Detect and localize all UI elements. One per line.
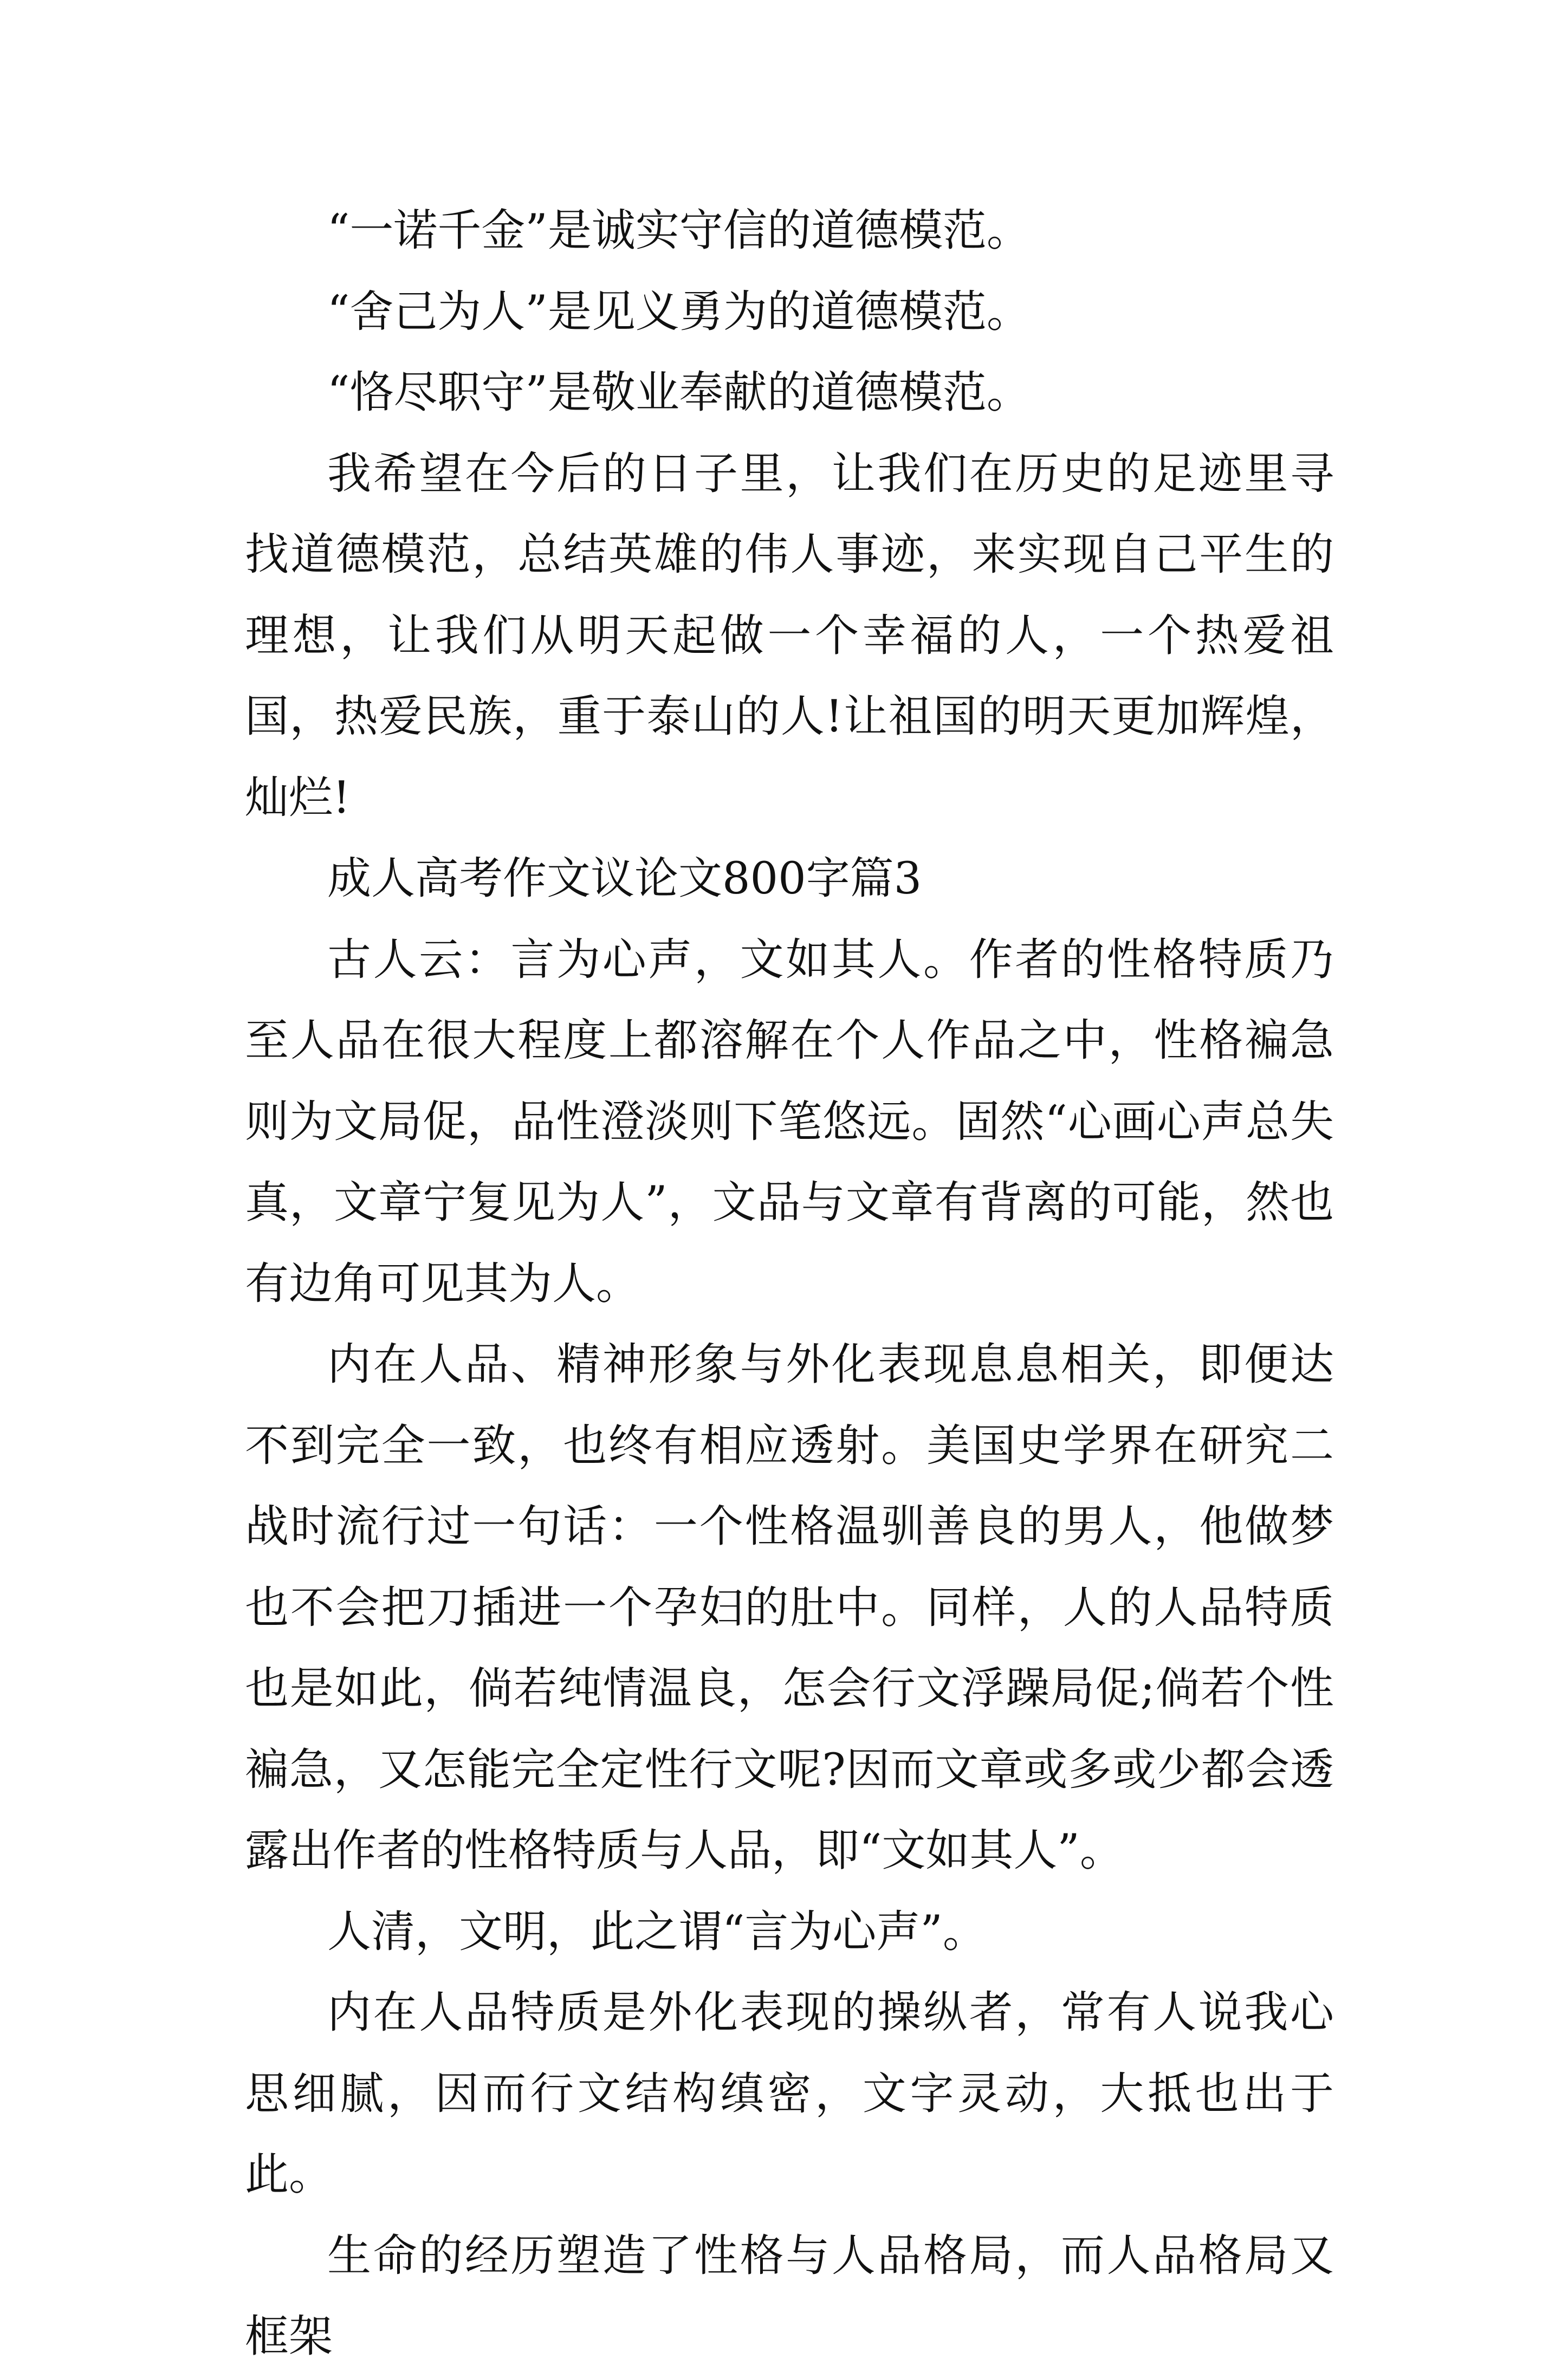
paragraph-7: 内在人品、精神形象与外化表现息息相关，即便达不到完全一致，也终有相应透射。美国史学界在研究二战时流行过一句话：一个性格温驯善良的男人，他做梦也不会把刀插进一个孕妇的肚中。同样，人的人品特质也是如此，倘若纯情温良，怎会行文浮躁局促;倘若个性褊急，又怎能完全定性行文呢?因而文章或多或少都会透露出作者的性格特质与人品，即“文如其人”。 [245,1339,1334,1876]
paragraph-10: 生命的经历塑造了性格与人品格局，而人品格局又框架 [245,2230,1334,2362]
paragraph-4: 我希望在今后的日子里，让我们在历史的足迹里寻找道德模范，总结英雄的伟人事迹，来实现自己平生的理想，让我们从明天起做一个幸福的人，一个热爱祖国，热爱民族，重于泰山的人!让祖国的明天更加辉煌，灿烂! [245,448,1334,824]
paragraph-1: “一诺千金”是诚实守信的道德模范。 [327,205,1031,256]
paragraph-8: 人清，文明，此之谓“言为心声”。 [327,1906,987,1958]
paragraph-2: “舍己为人”是见义勇为的道德模范。 [327,286,1031,338]
section-heading: 成人高考作文议论文800字篇3 [327,853,922,904]
paragraph-6: 古人云：言为心声，文如其人。作者的性格特质乃至人品在很大程度上都溶解在个人作品之中，性格褊急则为文局促，品性澄淡则下笔悠远。固然“心画心声总失真，文章宁复见为人”，文品与文章有背离的可能，然也有边角可见其为人。 [245,934,1334,1310]
paragraph-9: 内在人品特质是外化表现的操纵者，常有人说我心思细腻，因而行文结构缜密，文字灵动，大抵也出于此。 [245,1987,1334,2200]
paragraph-3: “恪尽职守”是敬业奉献的道德模范。 [327,367,1031,418]
document-body [245,191,1334,2378]
